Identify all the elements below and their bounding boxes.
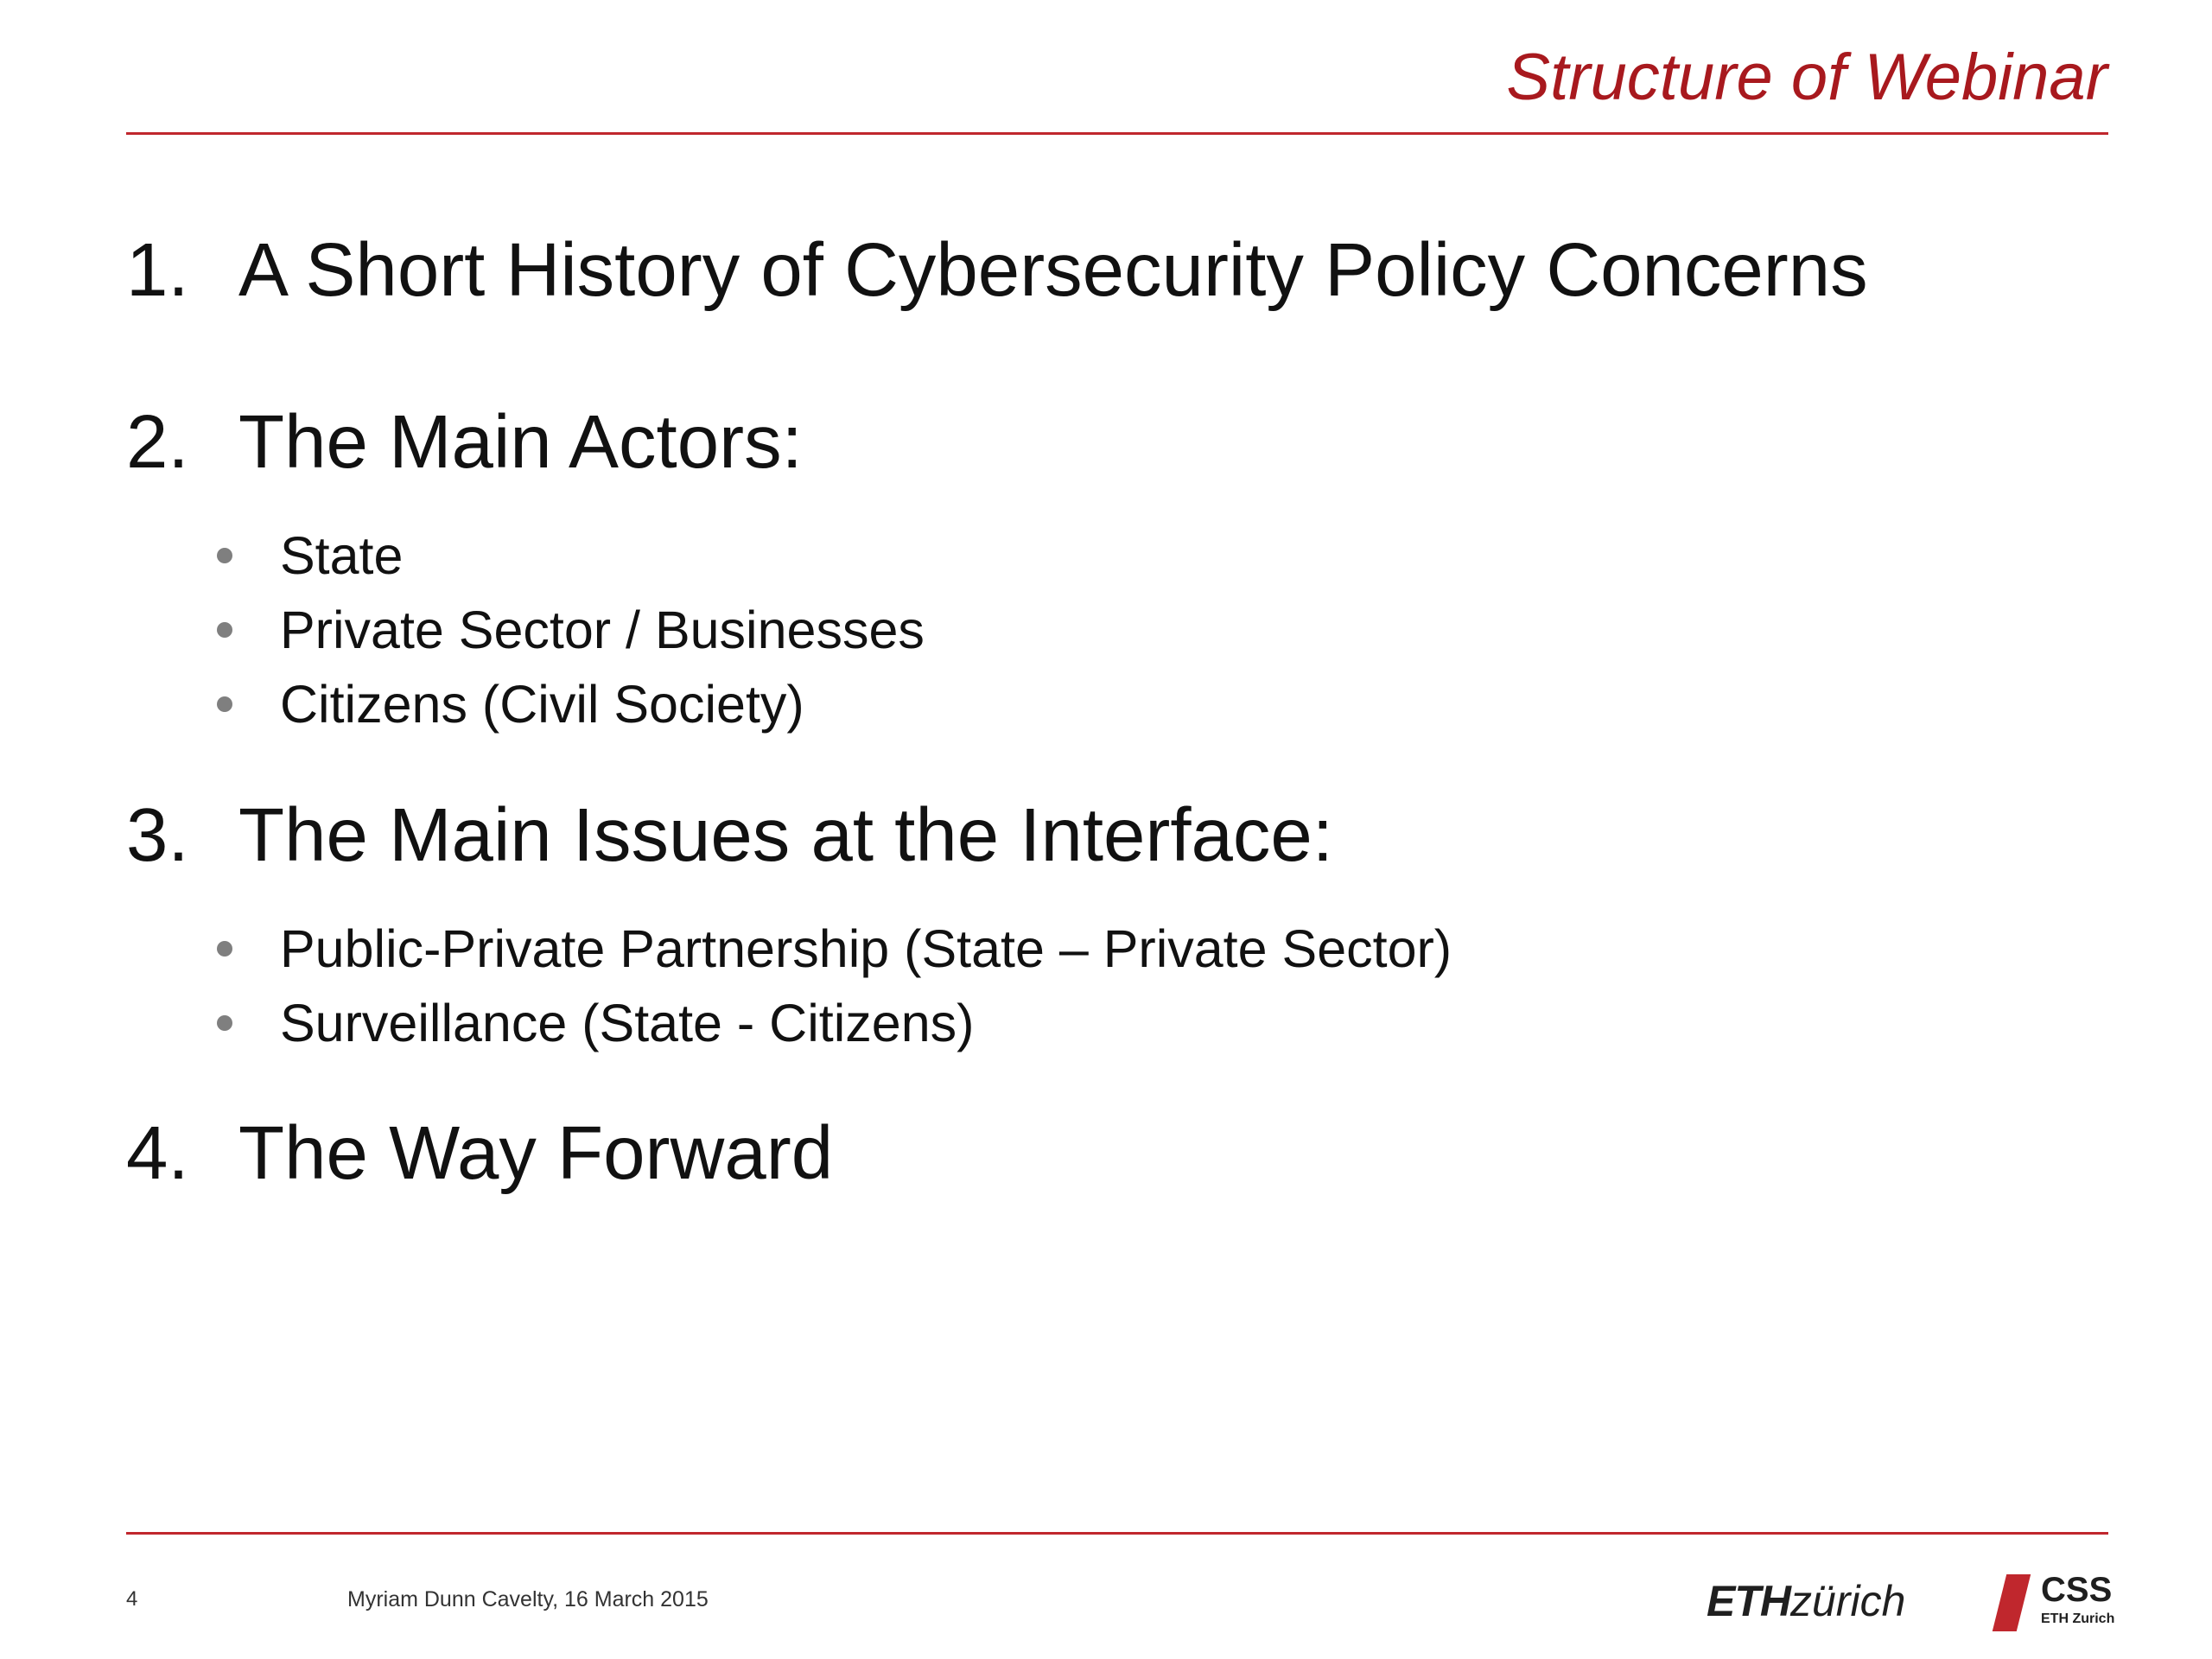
list-item: Public-Private Partnership (State – Private Sector) [213, 912, 2027, 986]
agenda-number: 3. [126, 793, 189, 877]
list-item: Citizens (Civil Society) [213, 667, 2027, 741]
agenda-number: 4. [126, 1111, 189, 1195]
bullet-icon [217, 696, 232, 712]
css-logo-text: CSS [2041, 1571, 2113, 1609]
list-item: Private Sector / Businesses [213, 593, 2027, 667]
agenda-label: The Main Issues at the Interface: [238, 793, 1333, 877]
eth-logo-bold: ETH [1707, 1577, 1790, 1625]
css-slash-icon [1993, 1574, 2031, 1631]
bullet-icon [217, 941, 232, 957]
bullet-icon [217, 622, 232, 638]
agenda-number: 2. [126, 400, 189, 484]
css-logo-subtext: ETH Zurich [2041, 1611, 2115, 1626]
page-number: 4 [126, 1587, 138, 1611]
list-item: Surveillance (State - Citizens) [213, 986, 2027, 1060]
slide-title: Structure of Webinar [1506, 41, 2107, 114]
agenda-number: 1. [126, 228, 189, 312]
agenda-list [126, 0, 2105, 1469]
css-logo [1996, 1571, 2117, 1636]
issues-sublist [213, 912, 2027, 1060]
actors-sublist [213, 518, 2027, 741]
agenda-label: The Way Forward [238, 1111, 834, 1195]
agenda-label: The Main Actors: [238, 400, 803, 484]
agenda-label: A Short History of Cybersecurity Policy Concerns [238, 228, 1868, 312]
eth-zurich-logo [1707, 1571, 1905, 1631]
bullet-icon [217, 548, 232, 563]
eth-logo-light: zürich [1790, 1577, 1906, 1625]
footer-divider [126, 1532, 2108, 1535]
footer-author-date: Myriam Dunn Cavelty, 16 March 2015 [347, 1587, 709, 1611]
list-item: State [213, 518, 2027, 593]
bullet-icon [217, 1015, 232, 1031]
